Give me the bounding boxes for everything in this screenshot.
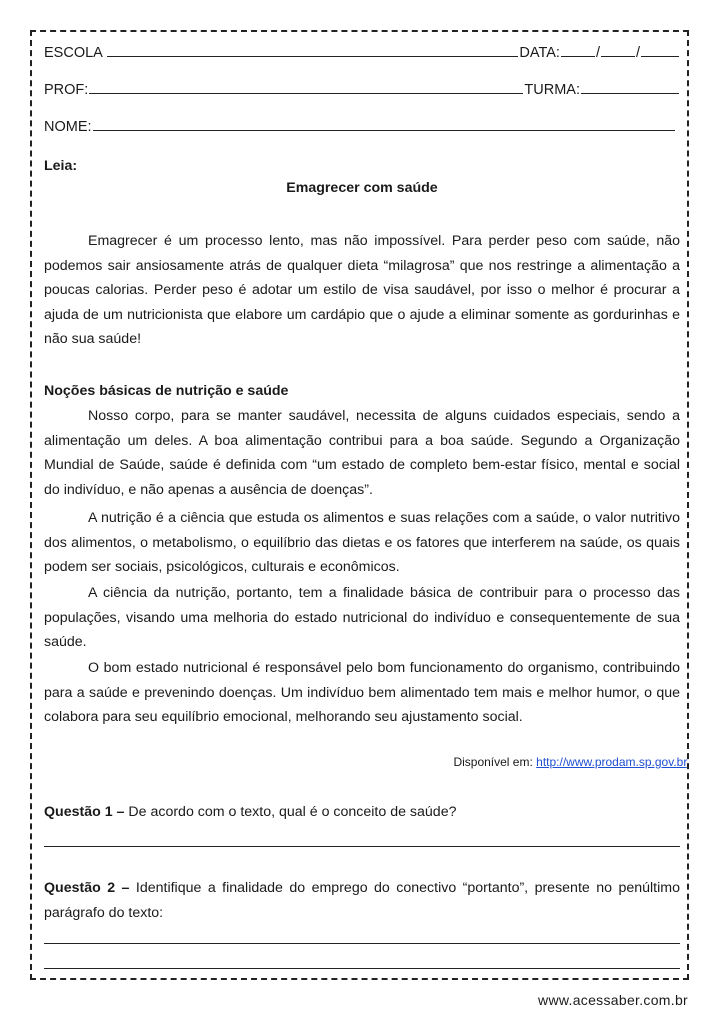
question-text: De acordo com o texto, qual é o conceito de saúde? xyxy=(124,804,457,820)
source-link[interactable]: http://www.prodam.sp.gov.br xyxy=(536,755,687,769)
paragraph: A nutrição é a ciência que estuda os alimentos e suas relações com a saúde, o valor nutritivo dos alimentos, o metabolismo, o equilíbrio das dietas e os fatores que interferem na saúde, os quais podem ser sociais, psicológicos, culturais e econômicos. xyxy=(44,510,680,575)
answer-line[interactable] xyxy=(44,943,680,944)
school-line xyxy=(44,44,680,61)
question-1 xyxy=(44,800,680,825)
date-month-field[interactable] xyxy=(601,44,635,57)
source-suffix: . xyxy=(686,755,690,769)
date-label: DATA: xyxy=(519,45,560,61)
class-label: TURMA: xyxy=(524,82,580,98)
class-field[interactable] xyxy=(581,81,679,94)
answer-line[interactable] xyxy=(44,968,680,969)
question-text: Identifique a finalidade do emprego do conectivo “portanto”, presente no penúltimo parágrafo do texto: xyxy=(44,880,680,921)
answer-line[interactable] xyxy=(44,846,680,847)
name-line xyxy=(44,118,676,135)
reading-instruction: Leia: xyxy=(44,158,78,174)
intro-paragraph: Emagrecer é um processo lento, mas não impossível. Para perder peso com saúde, não podemos sair ansiosamente atrás de qualquer dieta “milagrosa” que nos restringe a alimentação a poucas calorias. Perder peso é adotar um estilo de visa saudável, por isso o melhor é procurar a ajuda de um nutricionista que elabore um cardápio que o ajude a eliminar somente as gordurinhas e não sua saúde! xyxy=(44,233,680,347)
paragraph: O bom estado nutricional é responsável pelo bom funcionamento do organismo, contribuindo para a saúde e prevenindo doenças. Um indivíduo bem alimentado tem mais e melhor humor, o que colabora para seu equilíbrio emocional, melhorando seu ajustamento social. xyxy=(44,660,680,725)
question-label: Questão 2 – xyxy=(44,880,130,896)
paragraph: Nosso corpo, para se manter saudável, necessita de alguns cuidados especiais, sendo a alimentação um deles. A boa alimentação contribui para a boa saúde. Segundo a Organização Mundial de Saúde, saúde é definida com “um estado de completo bem-estar físico, mental e social do indivíduo, e não apenas a ausência de doenças”. xyxy=(44,408,680,498)
date-day-field[interactable] xyxy=(561,44,595,57)
date-year-field[interactable] xyxy=(641,44,679,57)
source-citation xyxy=(453,755,690,769)
paragraph: A ciência da nutrição, portanto, tem a finalidade básica de contribuir para o processo das populações, visando uma melhoria do estado nutricional do indivíduo e consequentemente de sua saúde. xyxy=(44,585,680,650)
date-separator: / xyxy=(635,45,640,61)
school-label: ESCOLA xyxy=(44,45,103,61)
date-separator: / xyxy=(595,45,600,61)
school-field[interactable] xyxy=(107,44,519,57)
source-prefix: Disponível em: xyxy=(453,755,537,769)
name-field[interactable] xyxy=(93,118,675,131)
section-title: Noções básicas de nutrição e saúde xyxy=(44,383,289,399)
question-label: Questão 1 – xyxy=(44,804,125,820)
footer-website: www.acessaber.com.br xyxy=(538,992,688,1008)
teacher-line xyxy=(44,81,680,98)
teacher-field[interactable] xyxy=(89,81,523,94)
name-label: NOME: xyxy=(44,119,92,135)
teacher-label: PROF: xyxy=(44,82,89,98)
question-2 xyxy=(44,876,680,925)
text-title: Emagrecer com saúde xyxy=(286,180,438,196)
